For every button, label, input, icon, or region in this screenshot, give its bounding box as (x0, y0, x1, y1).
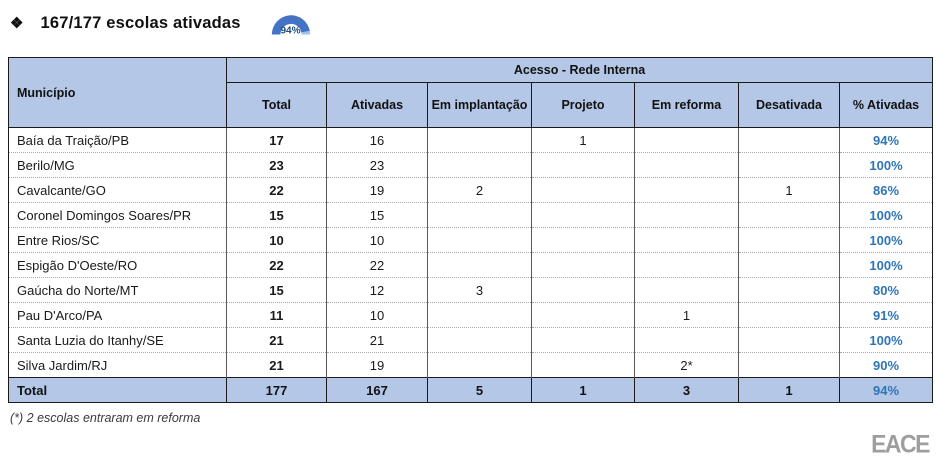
cell-ativadas: 16 (327, 128, 428, 153)
cell-desativada: 1 (739, 178, 840, 203)
cell-municipio: Silva Jardim/RJ (9, 353, 227, 378)
cell-em_reforma: 2* (635, 353, 739, 378)
cell-total: 11 (227, 303, 327, 328)
total-row-implantacao: 5 (428, 378, 532, 403)
eace-logo: EACE (871, 429, 929, 458)
cell-em_reforma: 1 (635, 303, 739, 328)
total-row-desativada: 1 (739, 378, 840, 403)
table-row (9, 278, 933, 303)
total-row-projeto: 1 (532, 378, 635, 403)
column-header-desativada: Desativada (739, 83, 840, 128)
column-header-projeto: Projeto (532, 83, 635, 128)
cell-municipio: Espigão D'Oeste/RO (9, 253, 227, 278)
cell-pct: 91% (840, 303, 933, 328)
cell-em_implantacao (428, 253, 532, 278)
total-row-label: Total (9, 378, 227, 403)
cell-desativada (739, 303, 840, 328)
column-header-municipio: Município (9, 58, 227, 128)
cell-em_implantacao: 2 (428, 178, 532, 203)
cell-ativadas: 15 (327, 203, 428, 228)
cell-desativada (739, 153, 840, 178)
diamond-bullet-icon: ❖ (10, 15, 24, 32)
cell-projeto (532, 228, 635, 253)
cell-total: 10 (227, 228, 327, 253)
total-row-total: 177 (227, 378, 327, 403)
cell-total: 21 (227, 353, 327, 378)
cell-pct: 100% (840, 228, 933, 253)
cell-total: 22 (227, 178, 327, 203)
cell-em_reforma (635, 178, 739, 203)
cell-em_implantacao (428, 303, 532, 328)
cell-municipio: Berilo/MG (9, 153, 227, 178)
cell-ativadas: 10 (327, 303, 428, 328)
cell-desativada (739, 203, 840, 228)
table-row (9, 203, 933, 228)
cell-projeto (532, 328, 635, 353)
cell-total: 15 (227, 203, 327, 228)
cell-em_implantacao (428, 128, 532, 153)
cell-municipio: Gaúcha do Norte/MT (9, 278, 227, 303)
column-header-em-implantacao: Em implantação (428, 83, 532, 128)
group-header-acesso-rede-interna: Acesso - Rede Interna (227, 58, 933, 83)
cell-pct: 94% (840, 128, 933, 153)
cell-projeto (532, 153, 635, 178)
page-title: 167/177 escolas ativadas (40, 13, 241, 32)
table-row (9, 253, 933, 278)
cell-municipio: Cavalcante/GO (9, 178, 227, 203)
cell-pct: 100% (840, 328, 933, 353)
cell-total: 15 (227, 278, 327, 303)
cell-desativada (739, 353, 840, 378)
cell-em_reforma (635, 328, 739, 353)
cell-em_reforma (635, 253, 739, 278)
cell-total: 17 (227, 128, 327, 153)
cell-projeto (532, 253, 635, 278)
column-header-pct-ativadas: % Ativadas (840, 83, 933, 128)
cell-total: 23 (227, 153, 327, 178)
footnote: (*) 2 escolas entraram em reforma (10, 411, 201, 425)
cell-em_reforma (635, 128, 739, 153)
column-header-em-reforma: Em reforma (635, 83, 739, 128)
cell-ativadas: 23 (327, 153, 428, 178)
cell-total: 22 (227, 253, 327, 278)
table-row (9, 303, 933, 328)
gauge-value-label: 94% (280, 25, 301, 37)
total-row-reforma: 3 (635, 378, 739, 403)
cell-em_implantacao (428, 228, 532, 253)
cell-municipio: Pau D'Arco/PA (9, 303, 227, 328)
total-row-pct: 94% (840, 378, 933, 403)
cell-em_implantacao (428, 153, 532, 178)
column-header-total: Total (227, 83, 327, 128)
table-body (9, 128, 933, 378)
cell-ativadas: 21 (327, 328, 428, 353)
cell-projeto (532, 303, 635, 328)
cell-pct: 80% (840, 278, 933, 303)
gauge-arc-icon (268, 4, 314, 42)
activation-gauge (268, 4, 314, 42)
cell-pct: 100% (840, 153, 933, 178)
cell-ativadas: 19 (327, 178, 428, 203)
cell-em_reforma (635, 228, 739, 253)
cell-em_reforma (635, 278, 739, 303)
table-row (9, 178, 933, 203)
cell-pct: 90% (840, 353, 933, 378)
cell-projeto (532, 203, 635, 228)
cell-municipio: Coronel Domingos Soares/PR (9, 203, 227, 228)
cell-desativada (739, 228, 840, 253)
cell-em_implantacao (428, 353, 532, 378)
cell-total: 21 (227, 328, 327, 353)
cell-desativada (739, 253, 840, 278)
cell-em_reforma (635, 203, 739, 228)
cell-pct: 100% (840, 203, 933, 228)
cell-municipio: Santa Luzia do Itanhy/SE (9, 328, 227, 353)
table-total-row (9, 378, 933, 403)
cell-ativadas: 22 (327, 253, 428, 278)
cell-ativadas: 10 (327, 228, 428, 253)
cell-projeto: 1 (532, 128, 635, 153)
table-row (9, 353, 933, 378)
table-row (9, 328, 933, 353)
cell-projeto (532, 278, 635, 303)
cell-municipio: Baía da Traição/PB (17, 132, 130, 148)
table-row (9, 228, 933, 253)
title-row (10, 2, 314, 44)
cell-ativadas: 19 (327, 353, 428, 378)
cell-projeto (532, 353, 635, 378)
cell-ativadas: 12 (327, 278, 428, 303)
cell-em_implantacao (428, 203, 532, 228)
cell-municipio: Entre Rios/SC (9, 228, 227, 253)
cell-pct: 86% (840, 178, 933, 203)
cell-desativada (739, 278, 840, 303)
cell-em_implantacao (428, 328, 532, 353)
table-row (9, 128, 933, 153)
cell-pct: 100% (840, 253, 933, 278)
schools-activation-table (8, 57, 933, 403)
cell-em_implantacao: 3 (428, 278, 532, 303)
cell-projeto (532, 178, 635, 203)
total-row-ativadas: 167 (327, 378, 428, 403)
table-row (9, 153, 933, 178)
cell-desativada (739, 128, 840, 153)
column-header-ativadas: Ativadas (327, 83, 428, 128)
cell-desativada (739, 328, 840, 353)
cell-em_reforma (635, 153, 739, 178)
